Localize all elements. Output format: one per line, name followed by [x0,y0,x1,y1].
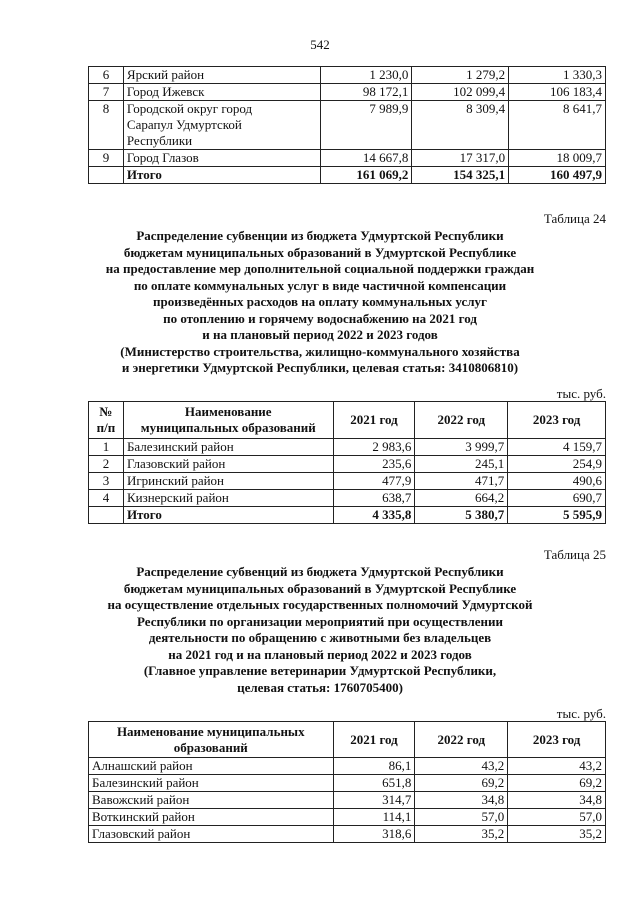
title-line: (Министерство строительства, жилищно-коммунального хозяйства [120,343,520,359]
value-2023: 4 159,7 [508,439,606,456]
title-line: по отоплению и горячему водоснабжению на 2021 год [163,310,477,326]
title-line: целевая статья: 1760705400) [237,679,403,695]
value-2021: 7 989,9 [320,101,412,150]
value-2021: 314,7 [333,792,415,809]
header-2021: 2021 год [333,402,415,439]
header-2023: 2023 год [508,402,606,439]
header-name: Наименование муниципальных образований [123,402,333,439]
title-line: бюджетам муниципальных образований в Удмуртской Республике [123,244,517,260]
header-2021: 2021 год [333,722,415,758]
table-row [89,809,606,826]
table-row [89,792,606,809]
name-line: Сарапул Удмуртской [126,117,242,132]
table-row [89,439,606,456]
header-name: Наименование муниципальных образований [89,722,334,758]
value-2021: 235,6 [333,456,415,473]
total-2021: 161 069,2 [320,167,412,184]
value-2021: 98 172,1 [320,84,412,101]
table-header-row [89,722,606,758]
table-row [89,758,606,775]
title-line: по оплате коммунальных услуг в виде частичной компенсации [133,277,507,293]
title-line: на 2021 год и на плановый период 2022 и 2023 годов [168,646,472,662]
total-2021: 4 335,8 [333,507,415,524]
value-2022: 17 317,0 [412,150,509,167]
total-label: Итого [123,507,333,524]
row-number: 9 [89,150,124,167]
total-row [89,507,606,524]
value-2021: 638,7 [333,490,415,507]
value-2023: 106 183,4 [509,84,606,101]
value-2023: 35,2 [508,826,606,843]
value-2022: 102 099,4 [412,84,509,101]
municipality-name: Балезинский район [123,439,333,456]
table-24 [88,401,606,524]
value-2023: 8 641,7 [509,101,606,150]
title-line: Республики по организации мероприятий при осуществлении [137,613,503,629]
table-24-units: тыс. руб. [556,386,606,401]
name-line: Республики [126,133,193,148]
total-label: Итого [123,167,320,184]
page-number: 542 [310,37,330,52]
row-number: 3 [89,473,124,490]
title-line: и энергетики Удмуртской Республики, целевая статья: 3410806810) [121,360,519,375]
value-2023: 57,0 [508,809,606,826]
value-2022: 34,8 [415,792,508,809]
value-2022: 245,1 [415,456,508,473]
row-number: 6 [89,67,124,84]
table-row [89,150,606,167]
header-2023: 2023 год [508,722,606,758]
municipality-name: Город Глазов [123,150,320,167]
table-row [89,473,606,490]
value-2023: 690,7 [508,490,606,507]
value-2021: 2 983,6 [333,439,415,456]
value-2022: 3 999,7 [415,439,508,456]
value-2021: 1 230,0 [320,67,412,84]
header-2022: 2022 год [415,722,508,758]
table-continuation [88,66,606,184]
value-2023: 69,2 [508,775,606,792]
value-2023: 254,9 [508,456,606,473]
municipality-name: Вавожский район [89,792,334,809]
row-number: 4 [89,490,124,507]
value-2022: 471,7 [415,473,508,490]
table-24-title [40,228,600,377]
value-2021: 651,8 [333,775,415,792]
row-number: 1 [89,439,124,456]
title-line: произведённых расходов на оплату коммунальных услуг [153,294,487,309]
value-2021: 86,1 [333,758,415,775]
value-2023: 43,2 [508,758,606,775]
total-row [89,167,606,184]
title-line: Распределение субвенций из бюджета Удмуртской Республики [136,564,504,579]
total-2022: 154 325,1 [412,167,509,184]
table-row [89,826,606,843]
title-line: деятельности по обращению с животными без владельцев [148,630,492,645]
row-number: 2 [89,456,124,473]
header-2022: 2022 год [415,402,508,439]
table-row [89,456,606,473]
value-2021: 114,1 [333,809,415,826]
value-2023: 490,6 [508,473,606,490]
title-line: Распределение субвенции из бюджета Удмуртской Республики [136,228,504,243]
value-2021: 14 667,8 [320,150,412,167]
value-2023: 18 009,7 [509,150,606,167]
header-num: № п/п [89,402,124,439]
value-2022: 43,2 [415,758,508,775]
value-2022: 35,2 [415,826,508,843]
value-2023: 1 330,3 [509,67,606,84]
name-line: Городской округ город [126,101,253,116]
value-2021: 318,6 [333,826,415,843]
municipality-name [123,101,320,150]
title-line: и на плановый период 2022 и 2023 годов [202,327,438,342]
municipality-name: Город Ижевск [123,84,320,101]
municipality-name: Глазовский район [123,456,333,473]
municipality-name: Воткинский район [89,809,334,826]
value-2022: 664,2 [415,490,508,507]
municipality-name: Алнашский район [89,758,334,775]
table-25-title [40,564,600,696]
total-2023: 5 595,9 [508,507,606,524]
total-2022: 5 380,7 [415,507,508,524]
title-line: на предоставление мер дополнительной социальной поддержки граждан [105,261,535,276]
value-2022: 1 279,2 [412,67,509,84]
table-24-label: Таблица 24 [543,211,606,226]
value-2021: 477,9 [333,473,415,490]
municipality-name: Кизнерский район [123,490,333,507]
value-2023: 34,8 [508,792,606,809]
total-2023: 160 497,9 [509,167,606,184]
table-25 [88,721,606,843]
value-2022: 57,0 [415,809,508,826]
municipality-name: Игринский район [123,473,333,490]
value-2022: 69,2 [415,775,508,792]
table-row [89,67,606,84]
title-line: бюджетам муниципальных образований в Удмуртской Республике [123,580,517,596]
table-row [89,775,606,792]
municipality-name: Ярский район [123,67,320,84]
title-line: на осуществление отдельных государственных полномочий Удмуртской [107,597,533,612]
row-number: 7 [89,84,124,101]
table-row [89,490,606,507]
table-header-row [89,402,606,439]
title-line: (Главное управление ветеринарии Удмуртской Республики, [143,663,497,678]
table-25-units: тыс. руб. [556,706,606,721]
table-row [89,84,606,101]
value-2022: 8 309,4 [412,101,509,150]
table-row [89,101,606,150]
municipality-name: Глазовский район [89,826,334,843]
table-25-label: Таблица 25 [543,547,606,562]
row-number: 8 [89,101,124,150]
municipality-name: Балезинский район [89,775,334,792]
